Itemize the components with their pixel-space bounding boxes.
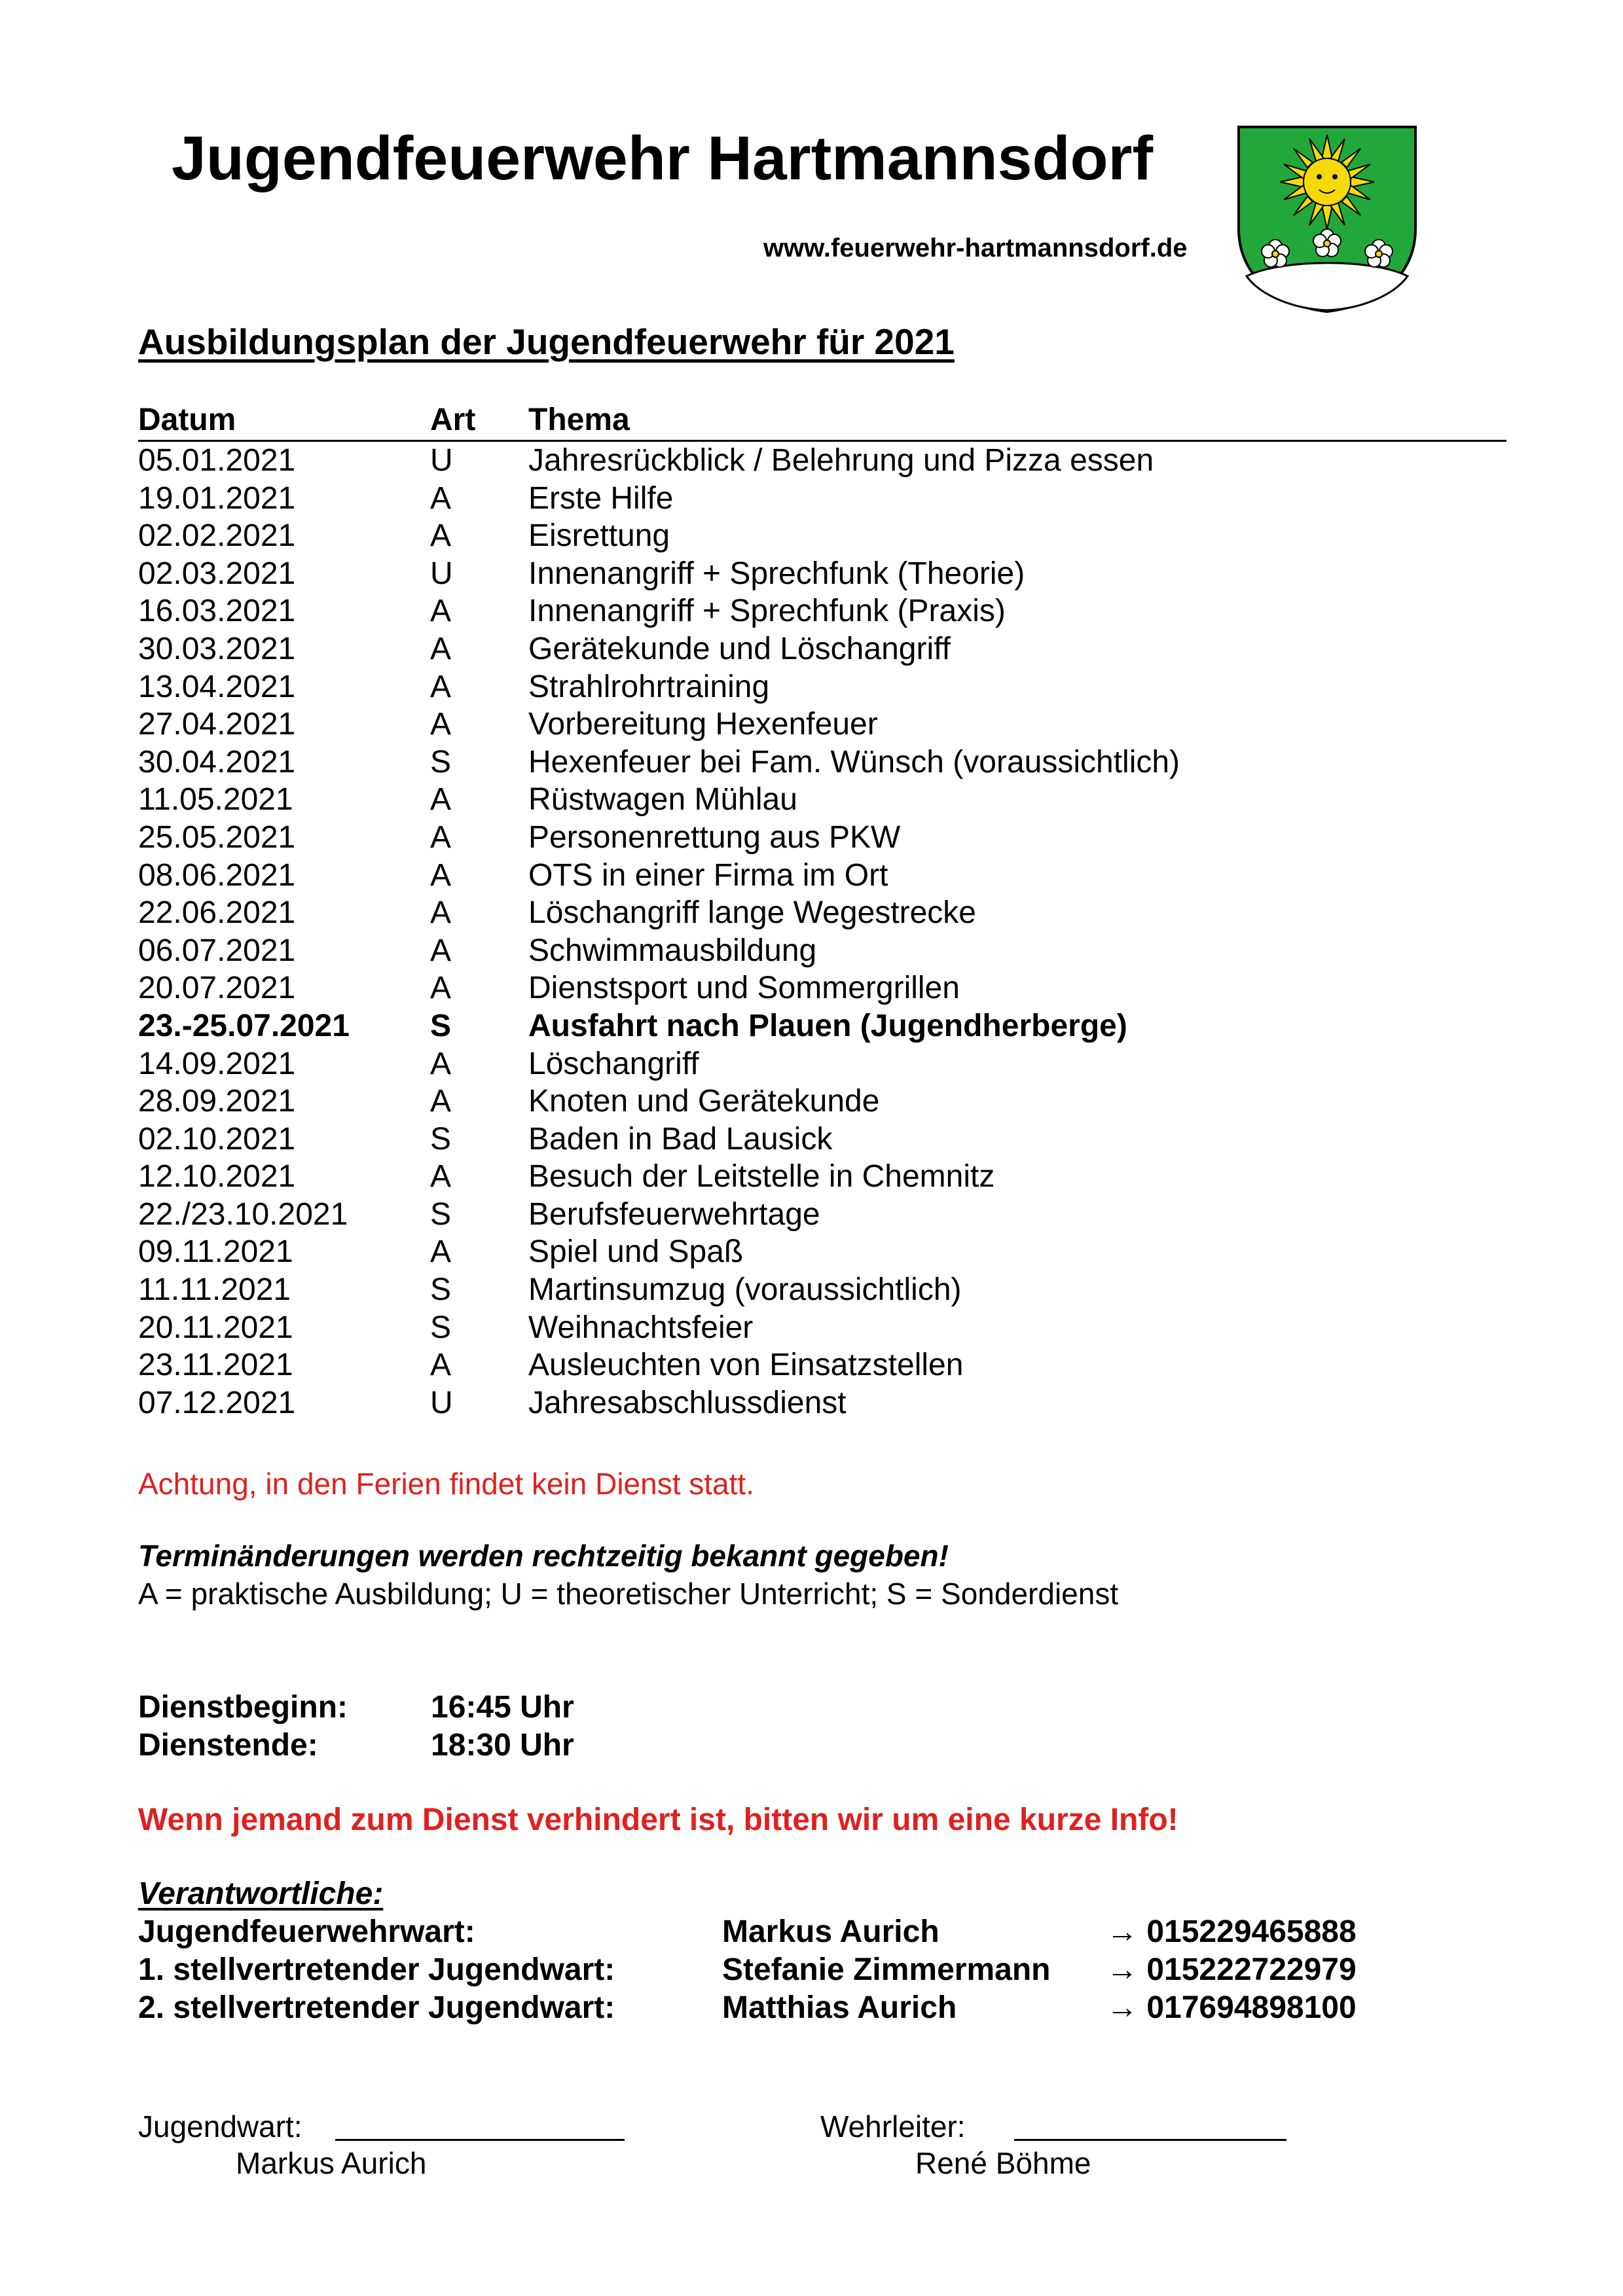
responsible-name: Markus Aurich	[722, 1914, 939, 1949]
responsible-phone	[1106, 1990, 1357, 2026]
type-cell: A	[430, 1159, 452, 1194]
responsible-phone	[1106, 1952, 1357, 1988]
topic-cell: Innenangriff + Sprechfunk (Theorie)	[528, 556, 1025, 591]
topic-cell: Innenangriff + Sprechfunk (Praxis)	[528, 594, 1006, 629]
right-arrow-icon: →	[1106, 1990, 1138, 2025]
type-cell: A	[430, 480, 452, 516]
type-cell: U	[430, 1385, 453, 1420]
website-link[interactable]: www.feuerwehr-hartmannsdorf.de	[763, 234, 1188, 262]
date-cell: 22./23.10.2021	[138, 1196, 348, 1232]
type-legend: A = praktische Ausbildung; U = theoretischer Unterricht; S = Sonderdienst	[138, 1577, 1119, 1611]
date-cell: 30.04.2021	[138, 744, 296, 780]
phone-number: 017694898100	[1146, 1990, 1357, 2025]
table-row	[138, 1007, 1506, 1045]
type-cell: A	[430, 782, 452, 817]
topic-cell: Berufsfeuerwehrtage	[528, 1196, 820, 1232]
table-row	[138, 668, 1506, 706]
topic-cell: Personenrettung aus PKW	[528, 819, 901, 855]
topic-cell: Knoten und Gerätekunde	[528, 1084, 880, 1119]
table-row	[138, 517, 1506, 555]
topic-cell: Besuch der Leitstelle in Chemnitz	[528, 1159, 995, 1194]
table-row	[138, 1158, 1506, 1196]
type-cell: S	[430, 1121, 452, 1157]
table-row	[138, 555, 1506, 593]
type-cell: A	[430, 1046, 452, 1081]
date-cell: 07.12.2021	[138, 1385, 296, 1420]
type-cell: A	[430, 895, 452, 931]
table-row	[138, 706, 1506, 744]
date-cell: 08.06.2021	[138, 857, 296, 893]
date-cell: 20.11.2021	[138, 1310, 293, 1345]
topic-cell: Löschangriff lange Wegestrecke	[528, 895, 976, 931]
table-row	[138, 1045, 1506, 1083]
topic-cell: Rüstwagen Mühlau	[528, 782, 797, 817]
signature-label-wehrleiter: Wehrleiter:	[820, 2109, 966, 2144]
table-row	[138, 1271, 1506, 1309]
type-cell: A	[430, 594, 452, 629]
date-cell: 22.06.2021	[138, 895, 296, 931]
table-row	[138, 1384, 1506, 1422]
type-cell: A	[430, 631, 452, 666]
topic-cell: Löschangriff	[528, 1046, 699, 1081]
date-cell: 16.03.2021	[138, 594, 296, 629]
topic-cell: Vorbereitung Hexenfeuer	[528, 707, 878, 742]
page-title: Jugendfeuerwehr Hartmannsdorf	[172, 124, 1154, 193]
changes-notice: Terminänderungen werden rechtzeitig bekannt gegeben!	[138, 1539, 949, 1573]
date-cell: 14.09.2021	[138, 1046, 296, 1081]
type-cell: A	[430, 518, 452, 554]
table-row	[138, 744, 1506, 781]
signature-label-jugendwart: Jugendwart:	[138, 2109, 302, 2144]
table-row	[138, 592, 1506, 630]
date-cell: 12.10.2021	[138, 1159, 296, 1194]
date-cell: 11.05.2021	[138, 782, 293, 817]
topic-cell: Martinsumzug (voraussichtlich)	[528, 1272, 962, 1308]
table-header	[138, 401, 1506, 442]
topic-cell: Erste Hilfe	[528, 480, 674, 516]
table-row	[138, 1196, 1506, 1234]
date-cell: 23.11.2021	[138, 1348, 293, 1383]
topic-cell: Ausfahrt nach Plauen (Jugendherberge)	[528, 1008, 1127, 1043]
table-row	[138, 442, 1506, 480]
phone-number: 015229465888	[1146, 1914, 1357, 1949]
responsible-name: Stefanie Zimmermann	[722, 1952, 1051, 1987]
coat-of-arms-icon	[1236, 124, 1418, 314]
topic-cell: Schwimmausbildung	[528, 933, 817, 968]
table-row	[138, 894, 1506, 932]
table-row	[138, 781, 1506, 819]
table-row	[138, 480, 1506, 518]
date-cell: 19.01.2021	[138, 480, 296, 516]
column-header-datum: Datum	[138, 403, 236, 437]
type-cell: S	[430, 1310, 452, 1345]
table-row	[138, 630, 1506, 668]
date-cell: 02.02.2021	[138, 518, 296, 554]
signature-name-wehrleiter: René Böhme	[915, 2146, 1091, 2180]
type-cell: U	[430, 556, 453, 591]
responsible-phone	[1106, 1914, 1357, 1950]
type-cell: A	[430, 1084, 452, 1119]
type-cell: S	[430, 744, 452, 780]
start-time-value: 16:45 Uhr	[431, 1690, 574, 1725]
type-cell: S	[430, 1008, 452, 1043]
signature-name-jugendwart: Markus Aurich	[236, 2146, 427, 2180]
date-cell: 05.01.2021	[138, 443, 296, 478]
type-cell: S	[430, 1196, 452, 1232]
table-row	[138, 1121, 1506, 1158]
signature-line-jugendwart	[335, 2139, 625, 2141]
type-cell: A	[430, 933, 452, 968]
column-header-art: Art	[430, 403, 476, 437]
topic-cell: Ausleuchten von Einsatzstellen	[528, 1348, 964, 1383]
end-time-label: Dienstende:	[138, 1728, 318, 1763]
date-cell: 30.03.2021	[138, 631, 296, 666]
date-cell: 02.03.2021	[138, 556, 296, 591]
table-row	[138, 1083, 1506, 1121]
type-cell: A	[430, 857, 452, 893]
responsible-role: Jugendfeuerwehrwart:	[138, 1914, 475, 1949]
responsible-role: 1. stellvertretender Jugendwart:	[138, 1952, 615, 1987]
type-cell: A	[430, 707, 452, 742]
type-cell: A	[430, 669, 452, 704]
topic-cell: Strahlrohrtraining	[528, 669, 770, 704]
topic-cell: Baden in Bad Lausick	[528, 1121, 833, 1157]
topic-cell: OTS in einer Firma im Ort	[528, 857, 888, 893]
table-row	[138, 1346, 1506, 1384]
topic-cell: Hexenfeuer bei Fam. Wünsch (voraussichtlich)	[528, 744, 1180, 780]
absence-notice: Wenn jemand zum Dienst verhindert ist, bitten wir um eine kurze Info!	[138, 1803, 1178, 1837]
schedule-table	[138, 401, 1506, 1422]
date-cell: 13.04.2021	[138, 669, 296, 704]
responsible-heading: Verantwortliche:	[138, 1876, 384, 1911]
responsible-name: Matthias Aurich	[722, 1990, 957, 2025]
date-cell: 27.04.2021	[138, 707, 296, 742]
table-row	[138, 932, 1506, 970]
date-cell: 09.11.2021	[138, 1234, 293, 1270]
plan-heading: Ausbildungsplan der Jugendfeuerwehr für 2021	[138, 321, 955, 362]
table-row	[138, 1233, 1506, 1271]
date-cell: 28.09.2021	[138, 1084, 296, 1119]
signature-line-wehrleiter	[1014, 2139, 1286, 2141]
holiday-notice: Achtung, in den Ferien findet kein Dienst statt.	[138, 1467, 754, 1501]
type-cell: A	[430, 819, 452, 855]
date-cell: 23.-25.07.2021	[138, 1008, 350, 1043]
topic-cell: Spiel und Spaß	[528, 1234, 744, 1270]
end-time-value: 18:30 Uhr	[431, 1728, 574, 1763]
type-cell: A	[430, 971, 452, 1006]
type-cell: S	[430, 1272, 452, 1308]
type-cell: U	[430, 443, 453, 478]
date-cell: 25.05.2021	[138, 819, 296, 855]
type-cell: A	[430, 1348, 452, 1383]
date-cell: 02.10.2021	[138, 1121, 296, 1157]
date-cell: 11.11.2021	[138, 1272, 291, 1308]
phone-number: 015222722979	[1146, 1952, 1357, 1987]
date-cell: 06.07.2021	[138, 933, 296, 968]
right-arrow-icon: →	[1106, 1914, 1138, 1949]
table-row	[138, 1309, 1506, 1347]
topic-cell: Gerätekunde und Löschangriff	[528, 631, 951, 666]
topic-cell: Weihnachtsfeier	[528, 1310, 754, 1345]
table-row	[138, 857, 1506, 895]
topic-cell: Dienstsport und Sommergrillen	[528, 971, 960, 1006]
table-row	[138, 969, 1506, 1007]
column-header-thema: Thema	[528, 403, 630, 437]
start-time-label: Dienstbeginn:	[138, 1690, 348, 1725]
responsible-role: 2. stellvertretender Jugendwart:	[138, 1990, 615, 2025]
table-row	[138, 819, 1506, 857]
topic-cell: Eisrettung	[528, 518, 670, 554]
type-cell: A	[430, 1234, 452, 1270]
date-cell: 20.07.2021	[138, 971, 296, 1006]
topic-cell: Jahresabschlussdienst	[528, 1385, 847, 1420]
right-arrow-icon: →	[1106, 1952, 1138, 1987]
topic-cell: Jahresrückblick / Belehrung und Pizza essen	[528, 443, 1154, 478]
